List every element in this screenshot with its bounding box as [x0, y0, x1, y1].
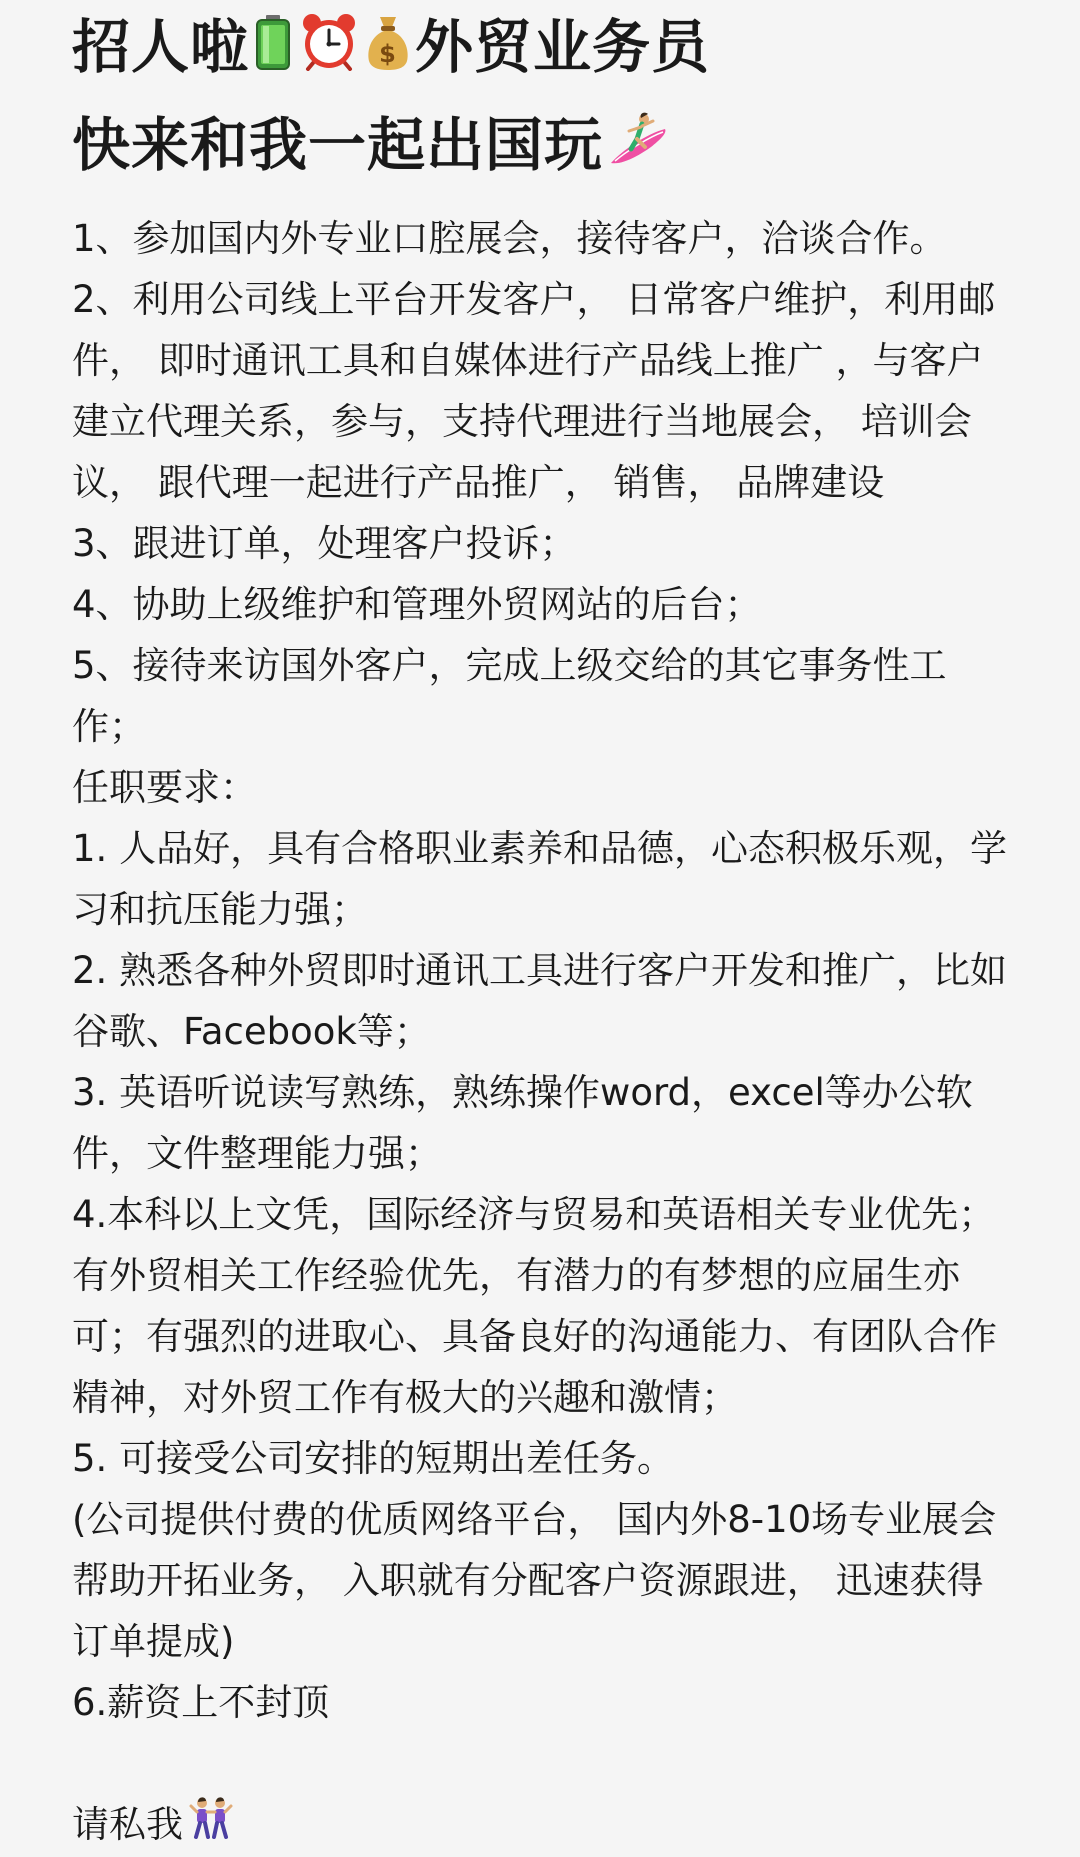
company-benefits-note: (公司提供付费的优质网络平台， 国内外8-10场专业展会帮助开拓业务， 入职就有分配客户资源跟进， 迅速获得订单提成)	[72, 1497, 997, 1663]
svg-text:$: $	[379, 39, 397, 68]
title-line-2	[72, 98, 1020, 196]
money-bag-icon	[365, 4, 411, 98]
duty-item-3: 3、跟进订单，处理客户投诉；	[72, 521, 577, 565]
contact-text: 请私我	[72, 1802, 183, 1846]
title-hiring-text: 招人啦	[72, 13, 250, 81]
title-line-1	[72, 0, 1020, 98]
requirement-item-2: 2. 熟悉各种外贸即时通讯工具进行客户开发和推广，比如谷歌、Facebook等；	[72, 948, 1008, 1053]
requirements-heading: 任职要求：	[72, 765, 257, 809]
job-description	[72, 208, 1020, 1857]
battery-icon	[253, 4, 293, 98]
requirement-item-4: 4.本科以上文凭，国际经济与贸易和英语相关专业优先；有外贸相关工作经验优先，有潜力的有梦想的应届生亦可；有强烈的进取心、具备良好的沟通能力、有团队合作精神，对外贸工作有极大的兴趣和激情；	[72, 1192, 997, 1419]
salary-note: 6.薪资上不封顶	[72, 1680, 330, 1724]
requirement-item-1: 1. 人品好，具有合格职业素养和品德，心态积极乐观，学习和抗压能力强；	[72, 826, 1008, 931]
duty-item-1: 1、参加国内外专业口腔展会，接待客户，洽谈合作。	[72, 216, 947, 260]
requirement-item-3: 3. 英语听说读写熟练，熟练操作word，excel等办公软件，文件整理能力强；	[72, 1070, 973, 1175]
title-invite-text: 快来和我一起出国玩	[72, 110, 604, 179]
duty-item-5: 5、接待来访国外客户，完成上级交给的其它事务性工作；	[72, 643, 947, 748]
duty-item-2: 2、利用公司线上平台开发客户， 日常客户维护，利用邮件， 即时通讯工具和自媒体进行产品线上推广 ，与客户建立代理关系，参与，支持代理进行当地展会， 培训会议， 跟代理一起进行产品推广， 销售， 品牌建设	[72, 277, 996, 504]
title-position-text: 外贸业务员	[415, 13, 711, 81]
requirement-item-5: 5. 可接受公司安排的短期出差任务。	[72, 1436, 675, 1480]
contact-line	[72, 1794, 1020, 1857]
duty-item-4: 4、协助上级维护和管理外贸网站的后台；	[72, 582, 762, 626]
alarm-clock-icon	[301, 4, 357, 98]
surfer-icon	[607, 102, 669, 196]
post-title	[72, 0, 1020, 196]
people-dancing-icon	[187, 1795, 235, 1857]
